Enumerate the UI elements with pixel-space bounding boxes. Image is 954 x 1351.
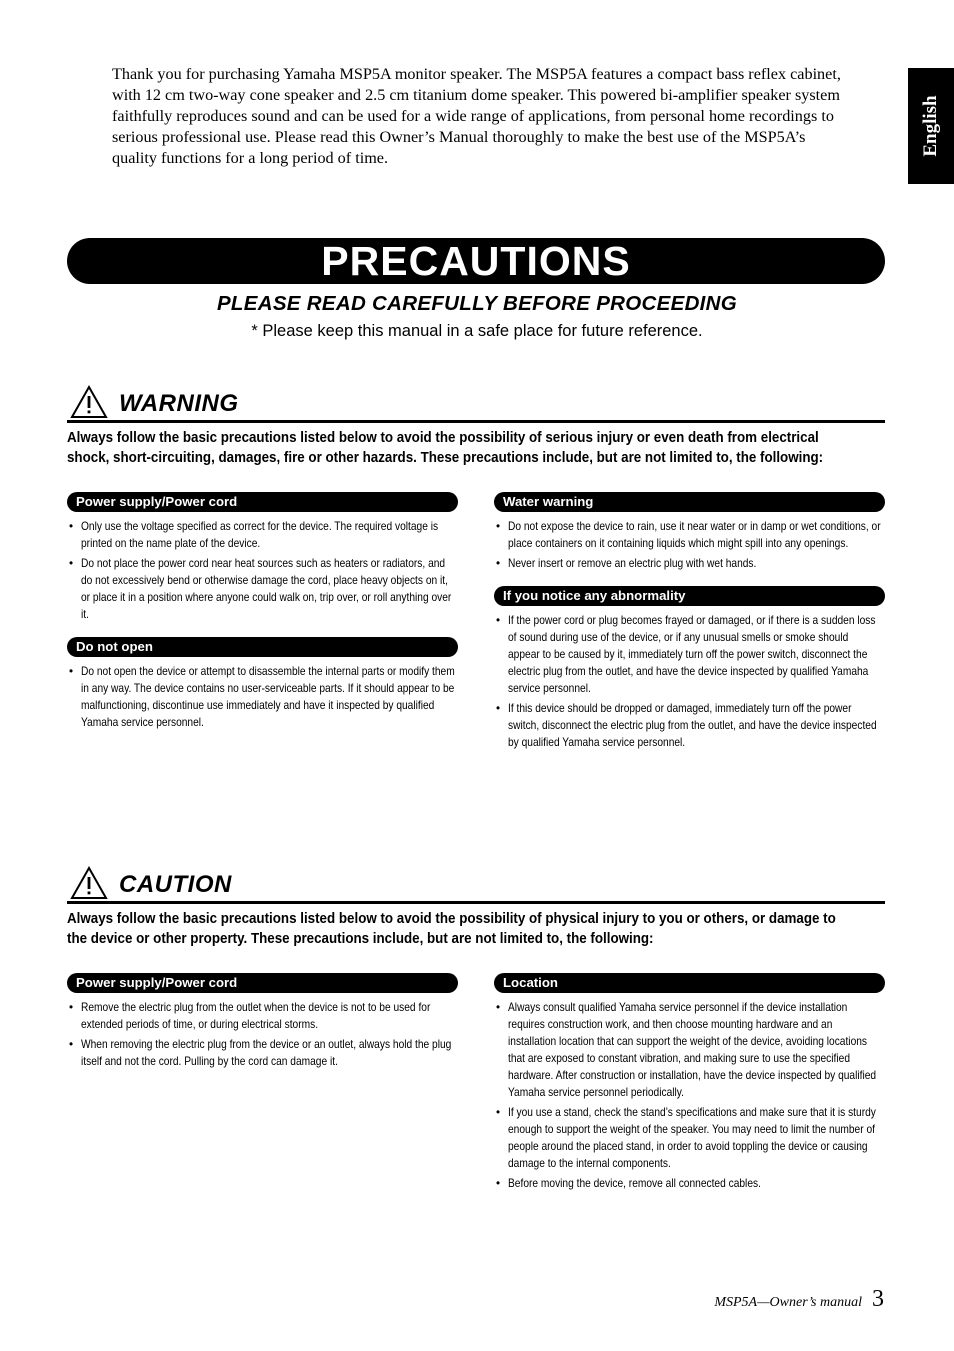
warning-lead: Always follow the basic precautions listed below to avoid the possibility of serious injury or even death from electrical shock, short-circuiting, damages, fire or other hazards. These precautions include, but are not limited to, the following: — [67, 430, 824, 466]
caution-title: CAUTION — [119, 871, 232, 898]
language-tab — [908, 68, 954, 184]
list-item: • If this device should be dropped or damaged, immediately turn off the power switch, disconnect the electric plug from the outlet, and have the device inspected by qualified Yamaha service personnel. — [496, 702, 877, 749]
list-item: • When removing the electric plug from the device or an outlet, always hold the plug itself and not the cord. Pulling by the cord can damage it. — [69, 1038, 452, 1068]
subtitle: PLEASE READ CAREFULLY BEFORE PROCEEDING — [216, 292, 738, 315]
caution-right-column — [494, 973, 885, 1206]
manual-name: MSP5A—Owner’s manual — [714, 1295, 862, 1310]
bullet-icon: • — [69, 1038, 74, 1051]
bullet-icon: • — [496, 614, 501, 627]
bullet-list — [67, 663, 458, 731]
list-item: • Do not open the device or attempt to disassemble the internal parts or modify them in any way. The device contains no user-serviceable parts. If it should appear to be malfunctioning, discontinue use immediately and have it inspected by qualified Yamaha service personnel. — [69, 665, 455, 729]
bullet-icon: • — [496, 520, 501, 533]
list-item: • Remove the electric plug from the outlet when the device is not to be used for extended periods of time, or during electrical storms. — [69, 1001, 431, 1031]
bullet-icon: • — [69, 557, 74, 570]
bullet-icon: • — [69, 1001, 74, 1014]
bullet-icon: • — [496, 1177, 501, 1190]
list-item: • Before moving the device, remove all connected cables. — [496, 1177, 761, 1190]
bullet-list — [67, 518, 458, 623]
bullet-icon: • — [496, 1106, 501, 1119]
language-tab-label: English — [920, 95, 941, 157]
warning-right-column — [494, 492, 885, 765]
caution-lead: Always follow the basic precautions listed below to avoid the possibility of physical injury to you or others, or damage to the device or other property. These precautions include, but are not limited to, the following: — [67, 911, 836, 947]
bullet-list — [494, 612, 885, 751]
list-item: • If the power cord or plug becomes frayed or damaged, or if there is a sudden loss of sound during use of the device, or if any unusual smells or smoke should appear to be caused by it, immediately turn off the power switch, disconnect the electric plug from the outlet, and have the device inspected by qualified Yamaha service personnel. — [496, 614, 876, 695]
section-heading: Power supply/Power cord — [67, 492, 458, 512]
section-heading: Water warning — [494, 492, 885, 512]
page-number: 3 — [872, 1286, 884, 1312]
caution-left-column — [67, 973, 458, 1084]
precautions-banner: PRECAUTIONS — [67, 238, 885, 284]
bullet-list — [494, 999, 885, 1192]
section-heading: Do not open — [67, 637, 458, 657]
list-item: • Always consult qualified Yamaha service personnel if the device installation requires construction work, and then choose mounting hardware and an installation location that can support the weight of the device, avoiding locations that are exposed to constant vibration, and making sure to use the specified hardware. After construction or installation, have the device inspected by qualified Yamaha service personnel periodically. — [496, 1001, 877, 1099]
page-footer — [714, 1286, 884, 1313]
bullet-icon: • — [69, 665, 74, 678]
bullet-icon: • — [496, 557, 501, 570]
bullet-list — [494, 518, 885, 572]
bullet-icon: • — [496, 702, 501, 715]
warning-left-column — [67, 492, 458, 745]
warning-header — [67, 386, 885, 423]
list-item: • Do not place the power cord near heat sources such as heaters or radiators, and do not excessively bend or otherwise damage the cord, place heavy objects on it, or place it in a position where anyone could walk on, trip over, or roll anything over it. — [69, 557, 452, 621]
list-item: • If you use a stand, check the stand’s specifications and make sure that it is sturdy enough to support the weight of the speaker. You may need to limit the number of people around the placed stand, in order to avoid toppling the device or causing damage to the internal components. — [496, 1106, 876, 1170]
warning-triangle-icon — [69, 384, 109, 420]
caution-header — [67, 867, 885, 904]
section-heading: If you notice any abnormality — [494, 586, 885, 606]
bullet-icon: • — [69, 520, 74, 533]
section-heading: Location — [494, 973, 885, 993]
section-heading: Power supply/Power cord — [67, 973, 458, 993]
keep-manual-note: * Please keep this manual in a safe place for future reference. — [251, 322, 703, 340]
intro-paragraph: Thank you for purchasing Yamaha MSP5A monitor speaker. The MSP5A features a compact bass reflex cabinet, with 12 cm two-way cone speaker and 2.5 cm titanium dome speaker. This powered bi-amplifier speaker system faithfully reproduces sound and can be used for a wide range of applications, from personal home recordings to serious professional use. Please read this Owner’s Manual thoroughly to make the best use of the MSP5A’s quality functions for a long period of time. — [112, 65, 841, 167]
warning-title: WARNING — [119, 390, 239, 417]
list-item: • Do not expose the device to rain, use it near water or in damp or wet conditions, or place containers on it containing liquids which might spill into any openings. — [496, 520, 881, 550]
caution-triangle-icon — [69, 865, 109, 901]
bullet-icon: • — [496, 1001, 501, 1014]
list-item: • Never insert or remove an electric plug with wet hands. — [496, 557, 757, 570]
bullet-list — [67, 999, 458, 1070]
list-item: • Only use the voltage specified as correct for the device. The required voltage is printed on the name plate of the device. — [69, 520, 439, 550]
